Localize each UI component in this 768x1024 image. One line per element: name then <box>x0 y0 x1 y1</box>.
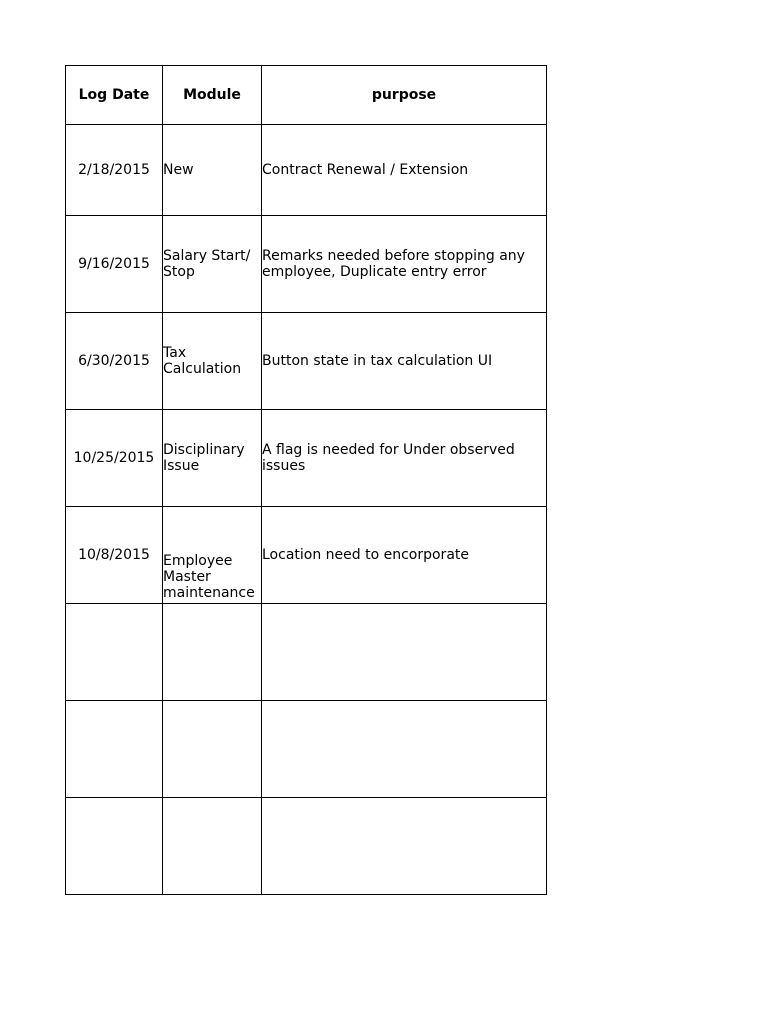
header-log-date: Log Date <box>66 66 163 125</box>
log-date-cell: 10/8/2015 <box>66 507 163 604</box>
table-row <box>66 313 547 410</box>
log-date-cell: 6/30/2015 <box>66 313 163 410</box>
table-row <box>66 604 547 701</box>
log-date-cell <box>66 798 163 895</box>
module-cell: Employee Master maintenance <box>163 507 262 604</box>
table-row <box>66 507 547 604</box>
table-row <box>66 125 547 216</box>
log-date-cell: 9/16/2015 <box>66 216 163 313</box>
module-cell <box>163 798 262 895</box>
log-date-cell: 2/18/2015 <box>66 125 163 216</box>
module-cell <box>163 701 262 798</box>
purpose-cell: A flag is needed for Under observed issues <box>262 410 547 507</box>
module-cell <box>163 604 262 701</box>
table-row <box>66 798 547 895</box>
table-row <box>66 216 547 313</box>
module-cell: Tax Calculation <box>163 313 262 410</box>
module-cell: New <box>163 125 262 216</box>
purpose-cell: Contract Renewal / Extension <box>262 125 547 216</box>
purpose-cell: Remarks needed before stopping any employee, Duplicate entry error <box>262 216 547 313</box>
purpose-cell: Location need to encorporate <box>262 507 547 604</box>
purpose-cell <box>262 798 547 895</box>
log-date-cell <box>66 701 163 798</box>
module-cell: Salary Start/ Stop <box>163 216 262 313</box>
table-header-row <box>66 66 547 125</box>
module-cell: Disciplinary Issue <box>163 410 262 507</box>
header-purpose: purpose <box>262 66 547 125</box>
purpose-cell: Button state in tax calculation UI <box>262 313 547 410</box>
table-row <box>66 410 547 507</box>
log-table <box>65 65 547 895</box>
purpose-cell <box>262 604 547 701</box>
purpose-cell <box>262 701 547 798</box>
table-row <box>66 701 547 798</box>
log-date-cell <box>66 604 163 701</box>
header-module: Module <box>163 66 262 125</box>
log-date-cell: 10/25/2015 <box>66 410 163 507</box>
